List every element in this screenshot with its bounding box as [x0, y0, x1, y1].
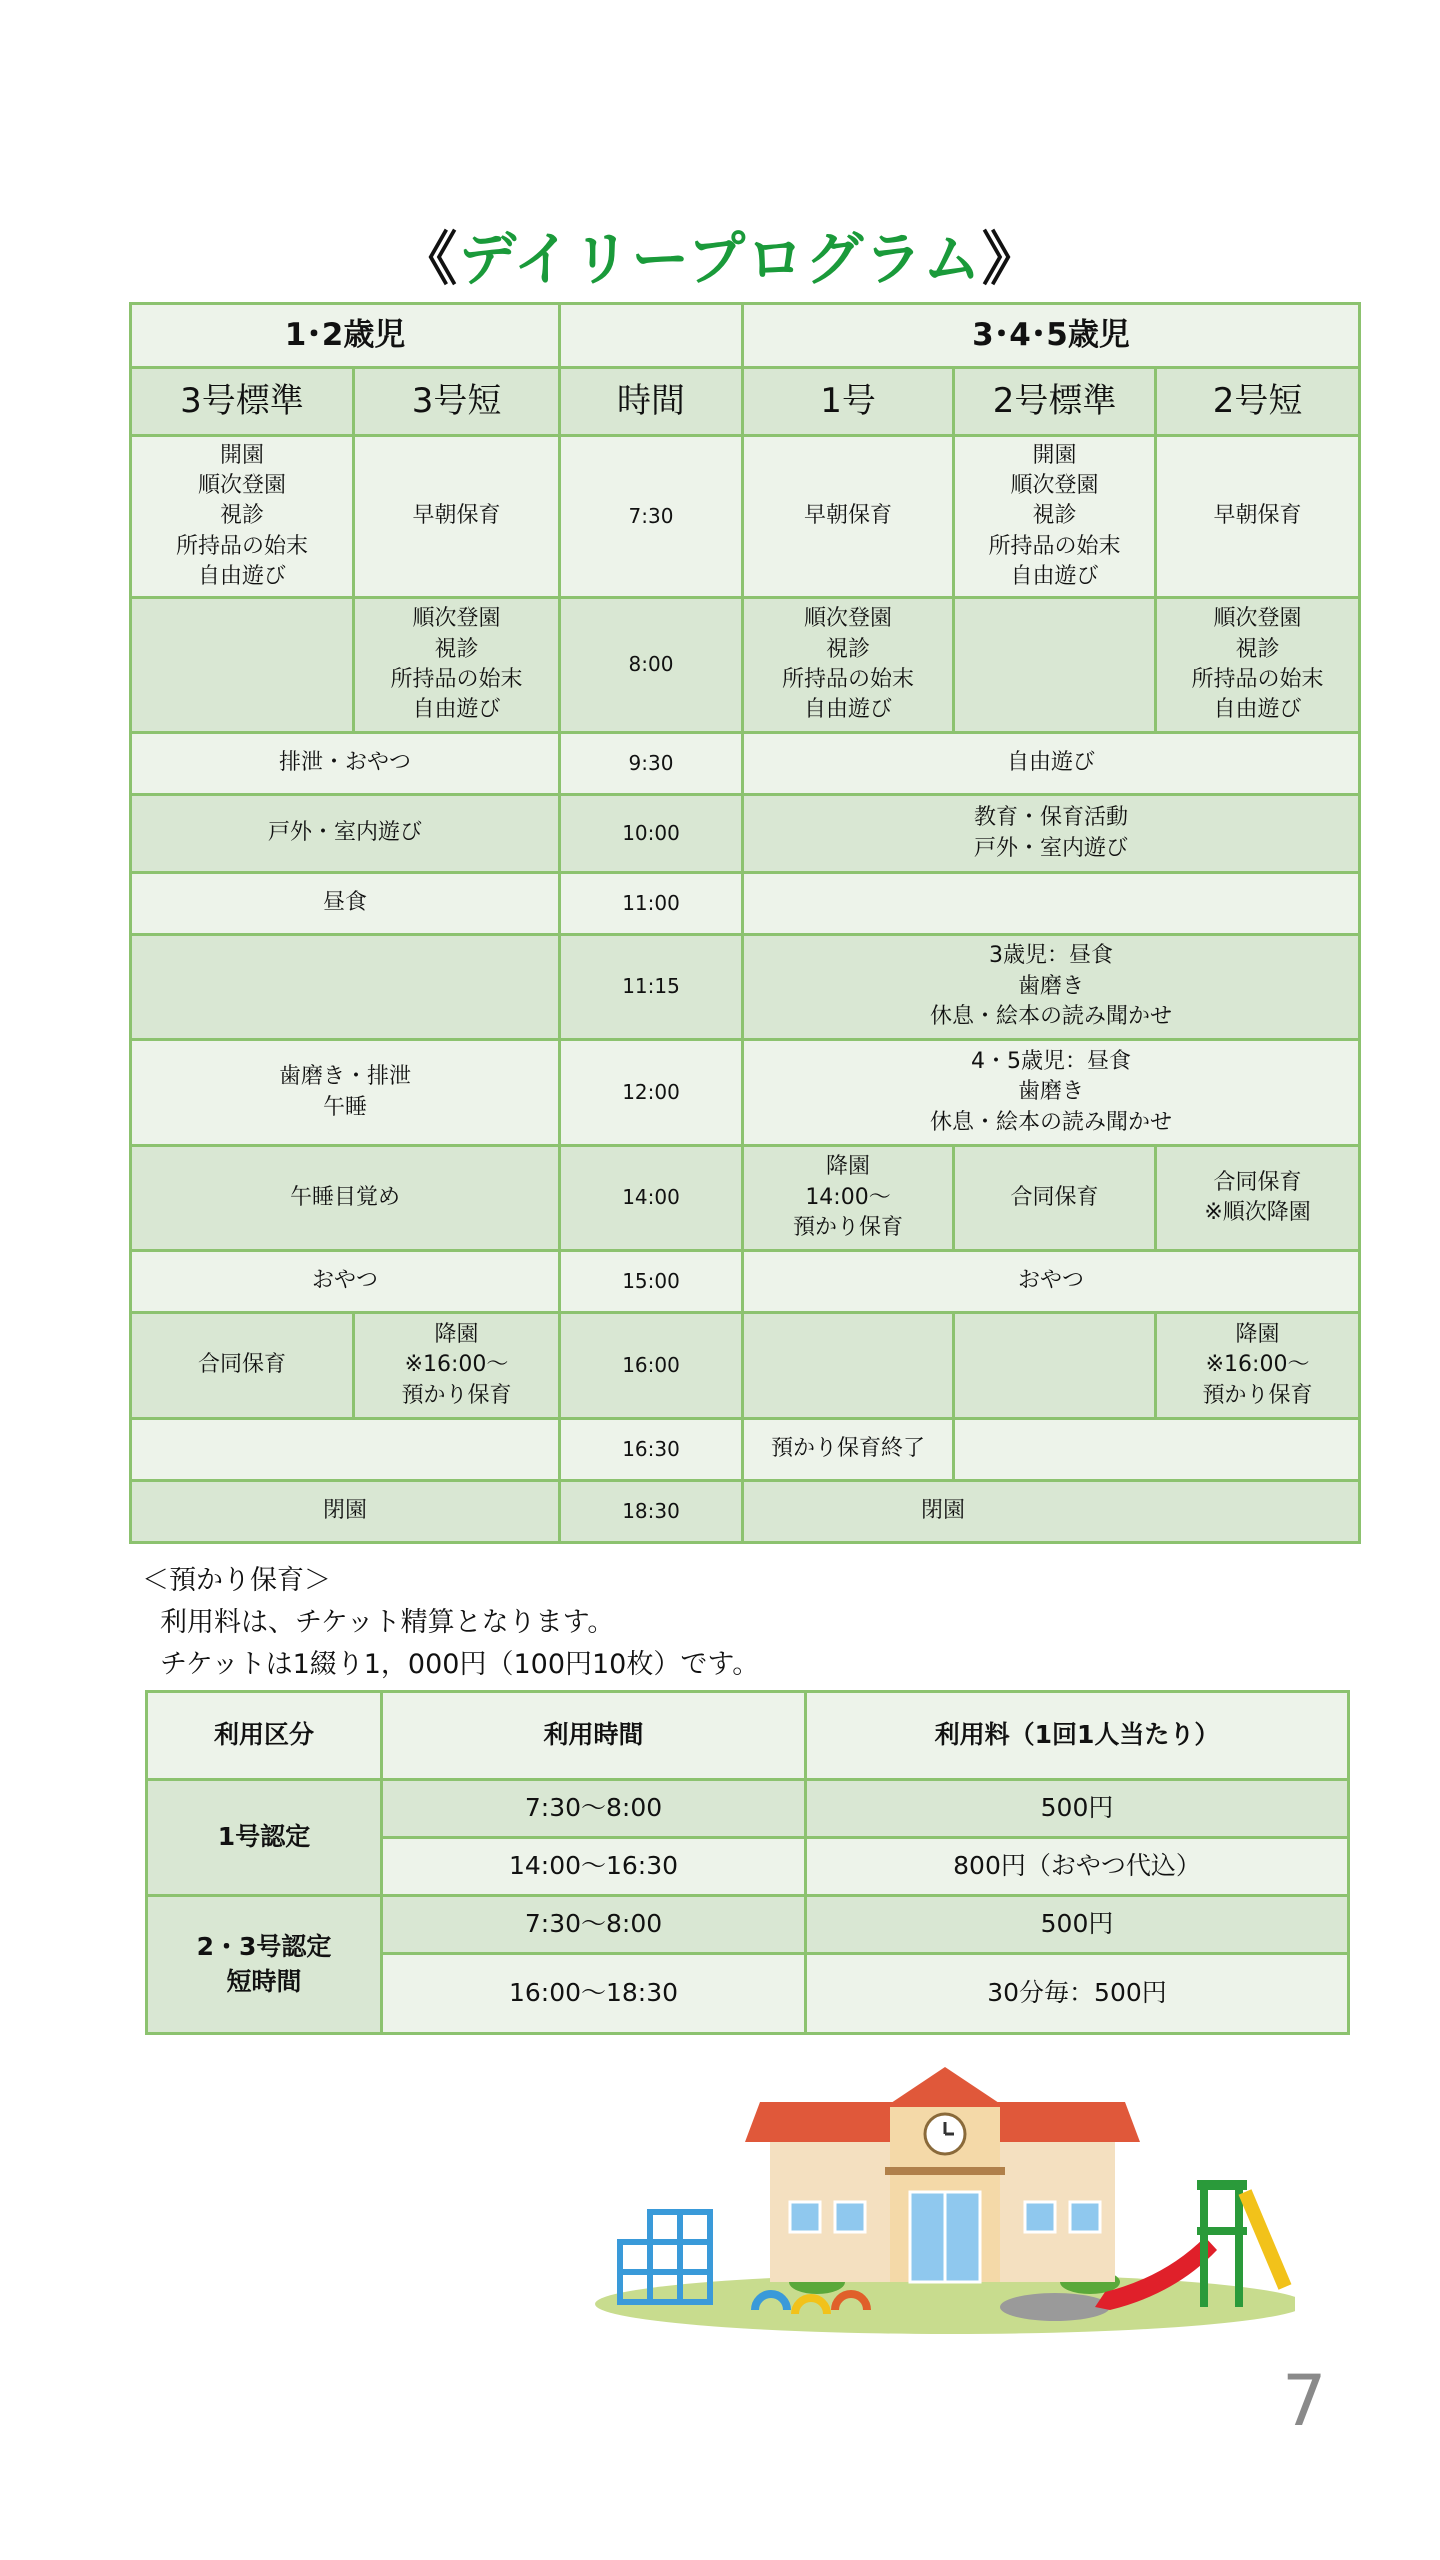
daily-program-table	[129, 302, 1361, 1544]
empty-cell	[743, 1313, 954, 1419]
table-row	[147, 1780, 1349, 1838]
time-cell: 9:30	[560, 733, 743, 795]
cell-r10-3std: 合同保育	[131, 1313, 354, 1419]
time-cell: 7:30	[560, 436, 743, 598]
window	[835, 2202, 865, 2232]
table-row	[131, 1251, 1360, 1313]
time-cell: 15:00	[560, 1251, 743, 1313]
table-row	[131, 1481, 1360, 1543]
table-row	[131, 935, 1360, 1040]
col-header-2short: 2号短	[1156, 368, 1360, 436]
cell-r2-1: 順次登園 視診 所持品の始末 自由遊び	[743, 598, 954, 733]
col-header-time: 時間	[560, 368, 743, 436]
sandbox	[1000, 2293, 1110, 2321]
note-line: 利用料は、チケット精算となります。	[160, 1606, 615, 1638]
cell-r4-right: 教育・保育活動 戸外・室内遊び	[743, 795, 1360, 873]
fee-header-category: 利用区分	[147, 1692, 382, 1780]
empty-cell	[954, 598, 1156, 733]
col-header-3std: 3号標準	[131, 368, 354, 436]
col-header-3short: 3号短	[354, 368, 560, 436]
time-cell: 16:30	[560, 1419, 743, 1481]
cell-r1-2std: 開園 順次登園 視診 所持品の始末 自由遊び	[954, 436, 1156, 598]
fee-amount: 30分毎：500円	[806, 1954, 1349, 2034]
cell-r3-left: 排泄・おやつ	[131, 733, 560, 795]
table-row	[147, 1692, 1349, 1780]
cell-r12-left: 閉園	[131, 1481, 560, 1543]
kindergarten-illustration	[585, 2062, 1295, 2342]
fee-table	[145, 1690, 1350, 2035]
table-row	[131, 598, 1360, 733]
table-row	[131, 436, 1360, 598]
empty-cell	[743, 873, 1360, 935]
cell-r1-1: 早朝保育	[743, 436, 954, 598]
fee-time: 14:00～16:30	[382, 1838, 806, 1896]
table-row	[131, 1146, 1360, 1251]
page-title: 《デイリープログラム》	[399, 225, 1041, 293]
cell-r10-2short: 降園 ※16:00～ 預かり保育	[1156, 1313, 1360, 1419]
cell-r1-3std: 開園 順次登園 視診 所持品の始末 自由遊び	[131, 436, 354, 598]
cell-r10-3short: 降園 ※16:00～ 預かり保育	[354, 1313, 560, 1419]
time-cell: 10:00	[560, 795, 743, 873]
group-header-1-2: 1･2歳児	[131, 304, 560, 368]
fee-time: 16:00～18:30	[382, 1954, 806, 2034]
table-row	[147, 1896, 1349, 1954]
cell-r8-2std: 合同保育	[954, 1146, 1156, 1251]
cell-r7-left: 歯磨き・排泄 午睡	[131, 1040, 560, 1146]
empty-cell	[131, 1419, 560, 1481]
cell-r8-left: 午睡目覚め	[131, 1146, 560, 1251]
empty-cell	[560, 304, 743, 368]
cell-r8-2short: 合同保育 ※順次降園	[1156, 1146, 1360, 1251]
fee-time: 7:30～8:00	[382, 1896, 806, 1954]
empty-cell	[954, 1313, 1156, 1419]
table-row	[131, 304, 1360, 368]
time-cell: 11:00	[560, 873, 743, 935]
time-cell: 8:00	[560, 598, 743, 733]
window	[790, 2202, 820, 2232]
cell-r4-left: 戸外・室内遊び	[131, 795, 560, 873]
table-row	[131, 1313, 1360, 1419]
window	[1025, 2202, 1055, 2232]
empty-cell	[131, 598, 354, 733]
time-cell: 11:15	[560, 935, 743, 1040]
fee-time: 7:30～8:00	[382, 1780, 806, 1838]
cell-r1-2short: 早朝保育	[1156, 436, 1360, 598]
empty-cell	[131, 935, 560, 1040]
table-row	[131, 368, 1360, 436]
cell-r2-2short: 順次登園 視診 所持品の始末 自由遊び	[1156, 598, 1360, 733]
col-header-1: 1号	[743, 368, 954, 436]
cell-r3-right: 自由遊び	[743, 733, 1360, 795]
time-cell: 16:00	[560, 1313, 743, 1419]
extended-care-note	[142, 1560, 759, 1686]
group-header-3-4-5: 3･4･5歳児	[743, 304, 1360, 368]
table-row	[131, 873, 1360, 935]
fee-amount: 500円	[806, 1896, 1349, 1954]
cell-r6-right: 3歳児：昼食 歯磨き 休息・絵本の読み聞かせ	[743, 935, 1360, 1040]
fee-category-2-3: 2・3号認定 短時間	[147, 1896, 382, 2034]
cell-r8-1: 降園 14:00～ 預かり保育	[743, 1146, 954, 1251]
fee-amount: 800円（おやつ代込）	[806, 1838, 1349, 1896]
empty-cell	[954, 1419, 1360, 1481]
table-row	[131, 1040, 1360, 1146]
table-row	[131, 1419, 1360, 1481]
cell-r7-right: 4・5歳児：昼食 歯磨き 休息・絵本の読み聞かせ	[743, 1040, 1360, 1146]
cell-r1-3short: 早朝保育	[354, 436, 560, 598]
ladder	[1245, 2192, 1285, 2287]
cell-r9-left: おやつ	[131, 1251, 560, 1313]
col-header-2std: 2号標準	[954, 368, 1156, 436]
page-number: 7	[1282, 2360, 1327, 2442]
time-cell: 18:30	[560, 1481, 743, 1543]
cell-r9-right: おやつ	[743, 1251, 1360, 1313]
time-cell: 12:00	[560, 1040, 743, 1146]
cell-r11-1: 預かり保育終了	[743, 1419, 954, 1481]
fee-amount: 500円	[806, 1780, 1349, 1838]
note-heading: ＜預かり保育＞	[142, 1565, 331, 1596]
cell-r5-left: 昼食	[131, 873, 560, 935]
window	[1070, 2202, 1100, 2232]
time-cell: 14:00	[560, 1146, 743, 1251]
note-line: チケットは1綴り1，000円（100円10枚）です。	[160, 1648, 760, 1680]
fee-header-time: 利用時間	[382, 1692, 806, 1780]
fee-category-1: 1号認定	[147, 1780, 382, 1896]
cell-r12-right: 閉園	[743, 1481, 1360, 1543]
table-row	[131, 795, 1360, 873]
tower-roof	[885, 2067, 1005, 2107]
fee-header-fee: 利用料（1回1人当たり）	[806, 1692, 1349, 1780]
cell-r2-3short: 順次登園 視診 所持品の始末 自由遊び	[354, 598, 560, 733]
table-row	[131, 733, 1360, 795]
